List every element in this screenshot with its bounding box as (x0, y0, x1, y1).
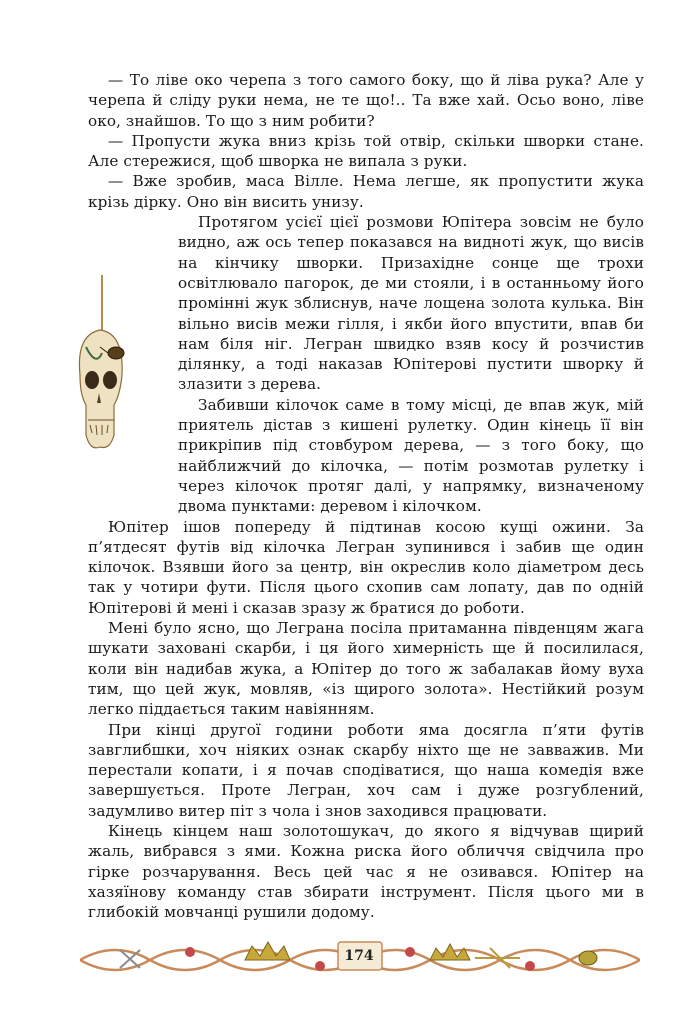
rose-icon (315, 961, 325, 971)
paragraph-6: Юпітер ішов попереду й підтинав косою кущі ожини. За п’ятдесят футів від кілочка Легран зупинився і забив ще один кілочок. Взявши його за центр, він окреслив коло діаметром десь так у чотири фути. Після цього схопив сам лопату, дав по одній Юпітерові й мені і сказав зразу ж братися до роботи. (88, 517, 644, 617)
text-column (88, 70, 644, 922)
paragraph-5: Забивши кілочок саме в тому місці, де впав жук, мій приятель дістав з кишені рулетку. Один кінець її він прикріпив під стовбуром дерева, — з того боку, що найближчий до кілочка, — потім розмотав рулетку і через кілочок протяг далі, у напрямку, визначеному двома пунктами: деревом і кілочком. (178, 395, 644, 516)
beetle-icon (579, 951, 597, 965)
paragraph-4: Протягом усієї цієї розмови Юпітера зовсім не було видно, аж ось тепер показався на видноті жук, що висів на кінчику шворки. Призахідне сонце ще трохи освітлювало пагорок, де ми стояли, і в останньому його промінні жук зблиснув, наче лощена золота кулька. Він вільно висів межи гілля, і якби його впустити, впав би нам біля ніг. Легран швидко взяв косу й розчистив ділянку, а тоді наказав Юпітерові пустити шворку й злазити з дерева. (178, 213, 644, 394)
paragraph-2: — Пропусти жука вниз крізь той отвір, скільки шворки стане. Але стережися, щоб шворка не випала з руки. (88, 131, 644, 171)
crown-icon (430, 944, 470, 960)
rose-icon (185, 947, 195, 957)
page-number: 174 (344, 948, 374, 964)
paragraph-9: Кінець кінцем наш золотошукач, до якого я відчував щирий жаль, вибрався з ями. Кожна риска його обличчя свідчила про гірке розчарування. Весь цей час я не озивався. Юпітер на хазяїнову команду став збирати інструмент. Після цього ми в глибокій мовчанці рушили додому. (88, 821, 644, 922)
paragraph-3: — Вже зробив, маса Вілле. Нема легше, як пропустити жука крізь дірку. Оно він висить унизу. (88, 172, 644, 211)
rose-icon (525, 961, 535, 971)
rose-icon (405, 947, 415, 957)
paragraph-8: При кінці другої години роботи яма досягла п’яти футів завглибшки, хоч ніяких ознак скарбу ніхто ще не завважив. Ми перестали копати, і я почав сподіватися, що наша комедія вже завершується. Проте Легран, хоч сам і дуже розгублений, задумливо витер піт з чола і знов заходився працювати. (88, 720, 644, 820)
paragraph-7: Мені було ясно, що Леграна посіла притаманна південцям жага шукати заховані скарби, і ця його химерність ще й посилилася, коли він надибав жука, а Юпітер до того ж забалакав йому вуха тим, що цей жук, мовляв, «із щирого золота». Нестійкий розум легко піддається таким навіянням. (88, 619, 644, 719)
skull-illustration (70, 275, 130, 470)
crown-icon (245, 942, 290, 960)
paragraph-1: — То ліве око черепа з того самого боку, що й ліва рука? Але у черепа й сліду руки нема, не те що!.. Та вже хай. Осьо воно, ліве око, знайшов. То що з ним робити? (88, 71, 644, 130)
